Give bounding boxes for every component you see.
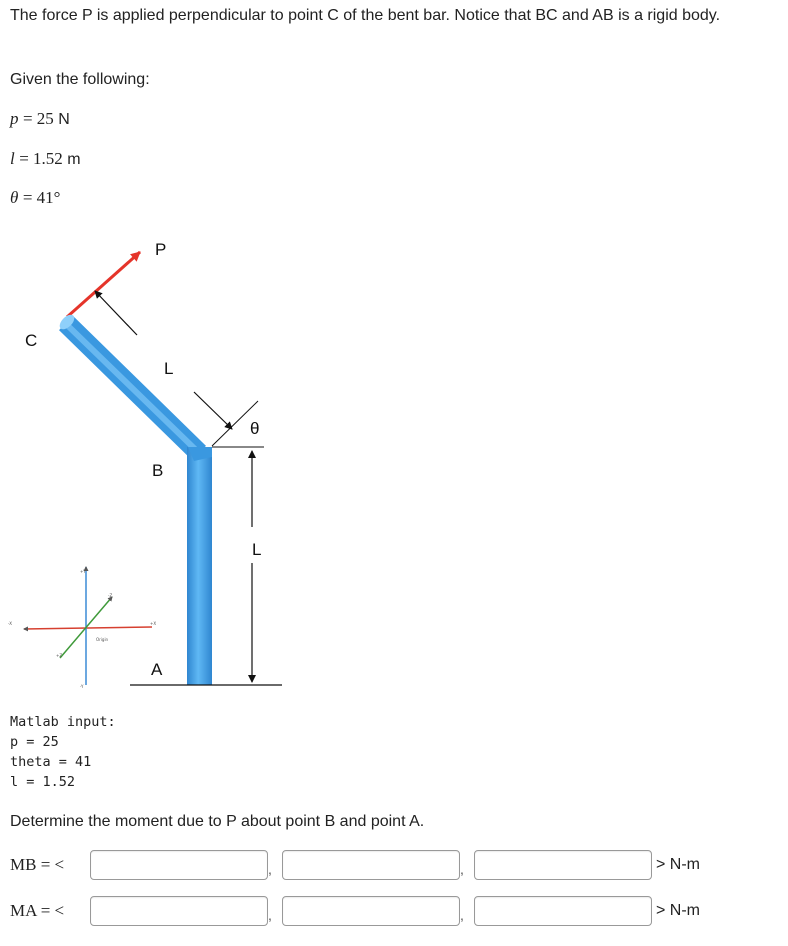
dimension-arrow-mid-right: [194, 392, 232, 429]
axis-label-neg-z: -Z: [108, 593, 113, 598]
bar-segment-ba: [187, 447, 212, 685]
answer-label-mb: MB = <: [10, 855, 65, 874]
given-theta: [10, 186, 60, 211]
given-p-symbol: p: [10, 109, 19, 128]
answer-row-ma: [10, 894, 700, 928]
axis-x: [24, 627, 152, 629]
problem-intro: The force P is applied perpendicular to point C of the bent bar. Notice that BC and AB is a rigid body.: [10, 7, 721, 24]
matlab-input-block: [10, 712, 116, 792]
ma-x-input[interactable]: [90, 896, 268, 926]
given-theta-symbol: θ: [10, 188, 19, 207]
axis-label-neg-y: -Y: [80, 684, 84, 689]
comma-separator: ,: [460, 907, 464, 923]
axis-label-pos-y: +Y: [80, 569, 86, 574]
mb-x-input[interactable]: [90, 850, 268, 880]
answer-label-ma: MA = <: [10, 901, 65, 920]
answer-close-ma: > N-m: [656, 902, 700, 919]
answer-row-mb: [10, 848, 700, 882]
comma-separator: ,: [268, 907, 272, 923]
bar-segment-cb-highlight: [64, 322, 197, 451]
ma-y-input[interactable]: [282, 896, 460, 926]
question-text: Determine the moment due to P about point B and point A.: [10, 813, 425, 830]
matlab-line-p: p = 25: [10, 734, 59, 750]
given-l-unit: m: [67, 151, 81, 168]
given-heading: Given the following:: [10, 71, 150, 88]
bent-bar-figure: [0, 225, 300, 695]
given-theta-value: = 41°: [22, 188, 61, 207]
label-l-top: L: [164, 359, 174, 378]
given-p-value: = 25: [22, 109, 54, 128]
given-l-value: = 1.52: [19, 149, 63, 168]
label-theta: θ: [250, 419, 260, 438]
mb-y-input[interactable]: [282, 850, 460, 880]
force-p-arrow: [67, 252, 140, 317]
answer-close-mb: > N-m: [656, 856, 700, 873]
given-p: [10, 107, 70, 132]
comma-separator: ,: [460, 861, 464, 877]
mb-z-input[interactable]: [474, 850, 652, 880]
axes-triad: [8, 567, 156, 689]
axis-label-neg-x: -X: [8, 621, 12, 626]
given-p-unit: N: [58, 111, 70, 128]
ma-z-input[interactable]: [474, 896, 652, 926]
matlab-heading: Matlab input:: [10, 714, 116, 730]
label-b: B: [152, 461, 164, 480]
label-p: P: [155, 240, 167, 259]
dimension-arrow-top-left: [95, 291, 137, 335]
label-l-right: L: [252, 540, 262, 559]
given-l: [10, 147, 81, 172]
axis-label-pos-z: +Z: [56, 653, 63, 658]
matlab-line-l: l = 1.52: [10, 774, 76, 790]
label-a: A: [151, 660, 163, 679]
label-c: C: [25, 331, 38, 350]
axis-label-pos-x: +X: [150, 621, 157, 626]
matlab-line-theta: theta = 41: [10, 754, 92, 770]
comma-separator: ,: [268, 861, 272, 877]
given-l-symbol: l: [10, 149, 15, 168]
axis-label-origin: Origin: [96, 637, 109, 642]
